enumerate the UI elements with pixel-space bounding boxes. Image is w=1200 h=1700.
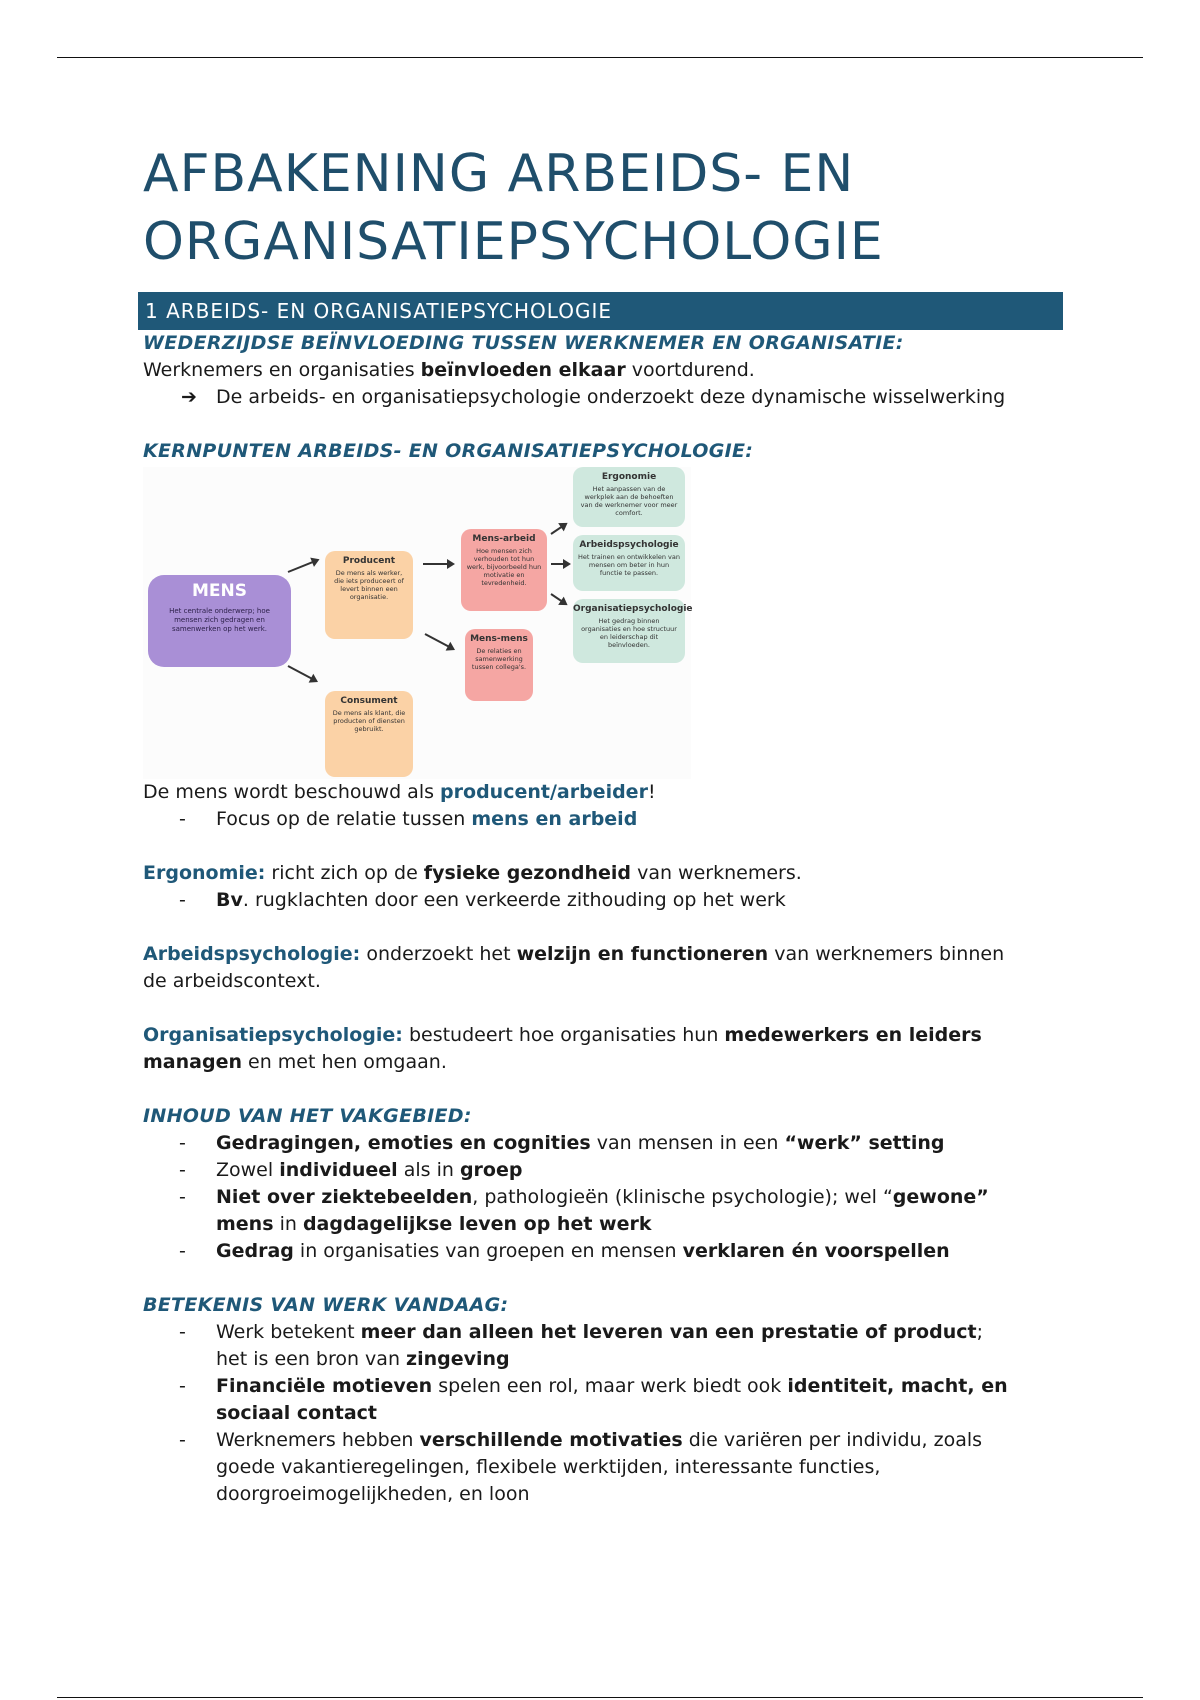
diagram-node-arbeidspsychologie: Arbeidspsychologie Het trainen en ontwikkelen van mensen om beter in hun functie te passen. xyxy=(573,535,685,591)
document-title xyxy=(143,140,1063,276)
paragraph-producent: De mens wordt beschouwd als producent/arbeider! xyxy=(143,781,656,803)
list-item: - Gedragingen, emoties en cognities van mensen in een “werk” setting xyxy=(179,1132,945,1154)
list-item: ➔ De arbeids- en organisatiepsychologie onderzoekt deze dynamische wisselwerking xyxy=(143,384,1063,411)
arrow-icon xyxy=(288,559,318,573)
list-item: - Bv. rugklachten door een verkeerde zithouding op het werk xyxy=(179,889,786,911)
subheading-wederzijdse: WEDERZIJDSE BEÏNVLOEDING TUSSEN WERKNEMER EN ORGANISATIE: xyxy=(143,332,904,354)
list-item: - Financiële motieven spelen een rol, maar werk biedt ook identiteit, macht, en sociaal contact xyxy=(179,1375,1008,1424)
footer-rule xyxy=(57,1697,1143,1698)
arrow-icon: ➔ xyxy=(181,386,197,408)
header-rule xyxy=(57,57,1143,58)
paragraph-ergonomie: Ergonomie: richt zich op de fysieke gezondheid van werknemers. xyxy=(143,862,802,884)
diagram-node-mens: MENS Het centrale onderwerp; hoe mensen zich gedragen en samenwerken op het werk. xyxy=(148,575,291,667)
title-line-1: AFBAKENING ARBEIDS- EN xyxy=(143,144,855,204)
section-heading-1: 1 ARBEIDS- EN ORGANISATIEPSYCHOLOGIE xyxy=(138,292,1063,330)
diagram-node-mens-mens: Mens-mens De relaties en samenwerking tussen collega's. xyxy=(465,629,533,701)
list-item: - Gedrag in organisaties van groepen en mensen verklaren én voorspellen xyxy=(179,1240,950,1262)
paragraph-organisatiepsychologie: Organisatiepsychologie: bestudeert hoe organisaties hun medewerkers en leiders managen en met hen omgaan. xyxy=(143,1024,982,1073)
paragraph-beinvloeding: Werknemers en organisaties beïnvloeden elkaar voortdurend. xyxy=(143,359,755,381)
paragraph-arbeidspsychologie: Arbeidspsychologie: onderzoekt het welzijn en functioneren van werknemers binnen de arbeidscontext. xyxy=(143,943,1005,992)
diagram-node-ergonomie: Ergonomie Het aanpassen van de werkplek aan de behoeften van de werknemer voor meer comfort. xyxy=(573,467,685,527)
diagram-node-consument: Consument De mens als klant, die producten of diensten gebruikt. xyxy=(325,691,413,777)
list-item: - Werk betekent meer dan alleen het leveren van een prestatie of product; het is een bron van zingeving xyxy=(179,1321,983,1370)
subheading-betekenis: BETEKENIS VAN WERK VANDAAG: xyxy=(143,1294,509,1316)
subheading-kernpunten: KERNPUNTEN ARBEIDS- EN ORGANISATIEPSYCHOLOGIE: xyxy=(143,440,754,462)
list-item: - Focus op de relatie tussen mens en arbeid xyxy=(179,808,638,830)
arrow-icon xyxy=(550,523,566,535)
arrow-icon xyxy=(550,593,566,605)
diagram-node-organisatiepsychologie: Organisatiepsychologie Het gedrag binnen organisaties en hoe structuur en leiderschap dit beïnvloeden. xyxy=(573,599,685,663)
arrow-icon xyxy=(551,563,569,565)
arrow-icon xyxy=(288,665,317,682)
subheading-inhoud: INHOUD VAN HET VAKGEBIED: xyxy=(143,1105,472,1127)
list-item: - Werknemers hebben verschillende motivaties die variëren per individu, zoals goede vakantieregelingen, flexibele werktijden, interessante functies, doorgroeimogelijkheden, en loon xyxy=(179,1429,983,1505)
list-item: - Zowel individueel als in groep xyxy=(179,1159,523,1181)
document-body xyxy=(143,140,1063,1508)
kernpunten-diagram xyxy=(143,467,691,779)
diagram-node-producent: Producent De mens als werker, die iets produceert of levert binnen een organisatie. xyxy=(325,551,413,639)
arrow-icon xyxy=(425,633,454,650)
diagram-node-mens-arbeid: Mens-arbeid Hoe mensen zich verhouden tot hun werk, bijvoorbeeld hun motivatie en tevredenheid. xyxy=(461,529,547,611)
arrow-icon xyxy=(423,563,453,565)
title-line-2: ORGANISATIEPSYCHOLOGIE xyxy=(143,212,884,272)
list-item: - Niet over ziektebeelden, pathologieën (klinische psychologie); wel “gewone” mens in dagdagelijkse leven op het werk xyxy=(179,1186,989,1235)
